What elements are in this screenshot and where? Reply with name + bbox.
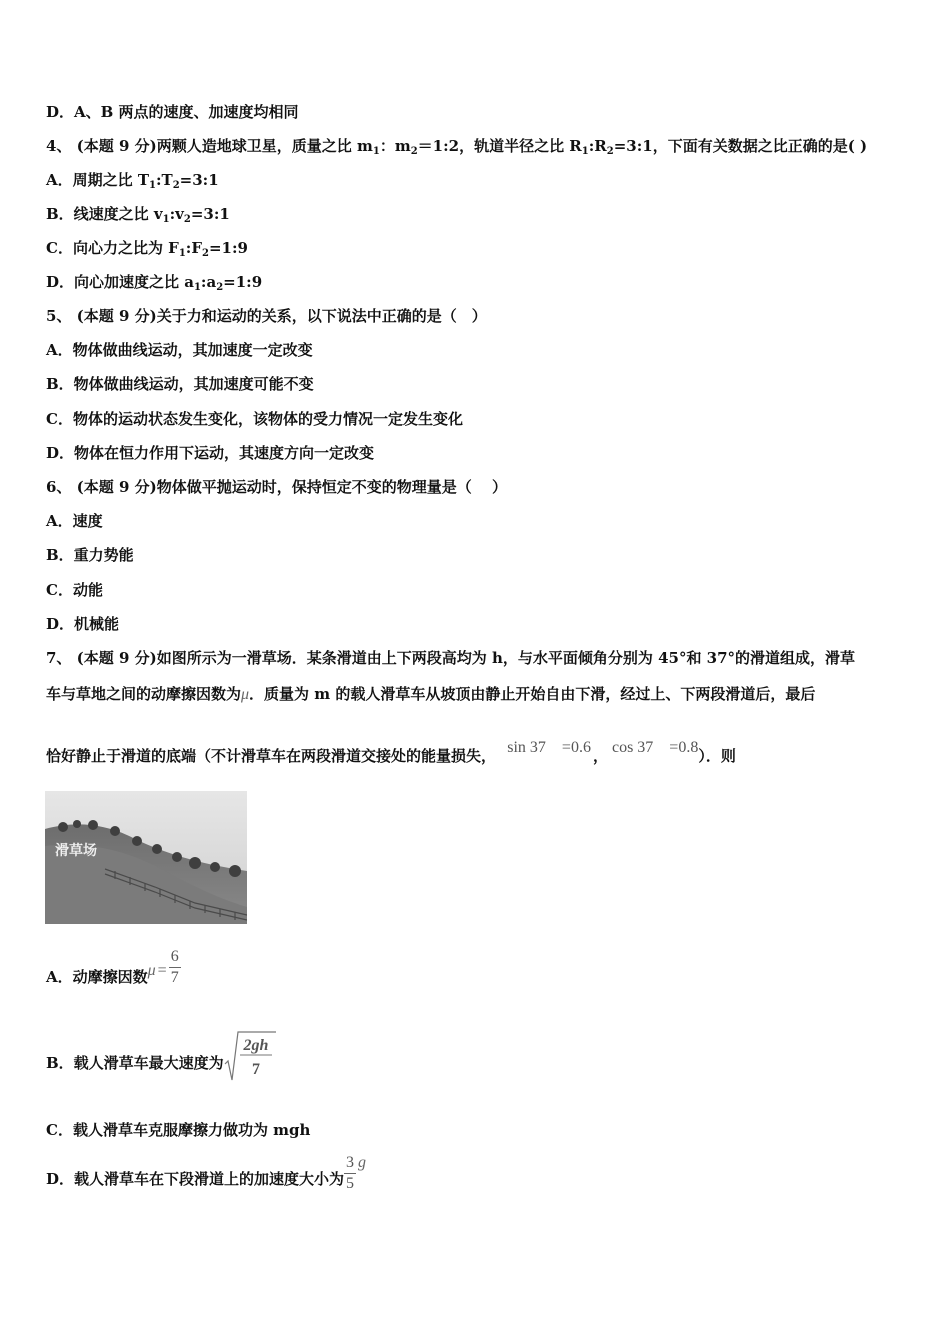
q4-stem-part: :R bbox=[588, 137, 607, 155]
q6-option-d: D．机械能 bbox=[46, 615, 120, 633]
subscript: 2 bbox=[183, 214, 191, 225]
q6-option-b: B．重力势能 bbox=[46, 546, 134, 564]
option-text: A．周期之比 T bbox=[46, 171, 150, 189]
numerator: 3 bbox=[344, 1153, 356, 1174]
option-text: A．动摩擦因数 bbox=[46, 968, 148, 986]
stem-text: 车与草地之间的动摩擦因数为 bbox=[46, 685, 242, 703]
q7-option-c: C．载人滑草车克服摩擦力做功为 mgh bbox=[46, 1121, 311, 1139]
option-text: =3:1 bbox=[179, 171, 219, 189]
q4-option-d bbox=[46, 272, 262, 292]
sin-value: sin 37 =0.6 bbox=[507, 739, 591, 756]
q7-stem-line3 bbox=[46, 739, 736, 767]
q6-stem: 6、 (本题 9 分)物体做平抛运动时，保持恒定不变的物理量是（ ） bbox=[46, 478, 507, 496]
cos-value: cos 37 =0.8 bbox=[611, 739, 699, 756]
subscript: 2 bbox=[606, 146, 614, 157]
sqrt-symbol-icon bbox=[224, 1030, 276, 1082]
q7-option-b bbox=[46, 1036, 276, 1090]
subscript: 1 bbox=[581, 146, 589, 157]
g-symbol: g bbox=[358, 1154, 367, 1171]
option-text: :v bbox=[169, 205, 184, 223]
numerator: 6 bbox=[169, 947, 181, 968]
q7-option-a bbox=[46, 947, 181, 1001]
subscript: 1 bbox=[149, 180, 156, 191]
subscript: 2 bbox=[410, 146, 418, 157]
option-text: :T bbox=[156, 171, 173, 189]
q7-stem-line1: 7、 (本题 9 分)如图所示为一滑草场．某条滑道由上下两段高均为 h，与水平面倾角分别为 45°和 37°的滑道组成，滑草 bbox=[46, 649, 856, 667]
q4-option-c bbox=[46, 238, 248, 258]
q4-option-b bbox=[46, 204, 230, 224]
q4-stem-part: ＝1:2，轨道半径之比 R bbox=[417, 137, 582, 155]
stem-text: ， bbox=[592, 747, 608, 765]
option-text: =1:9 bbox=[208, 239, 248, 257]
option-text: C．向心力之比为 F bbox=[46, 239, 179, 257]
q5-option-a: A．物体做曲线运动，其加速度一定改变 bbox=[46, 341, 313, 359]
q7-stem-line2 bbox=[46, 684, 815, 705]
grass-skiing-photo bbox=[45, 791, 247, 924]
sqrt-expression bbox=[224, 1029, 276, 1082]
subscript: 2 bbox=[201, 248, 209, 259]
q6-option-c: C．动能 bbox=[46, 581, 103, 599]
q4-stem-part: ：m bbox=[379, 137, 411, 155]
q5-option-c: C．物体的运动状态发生变化，该物体的受力情况一定发生变化 bbox=[46, 410, 463, 428]
subscript: 2 bbox=[172, 180, 180, 191]
stem-text: ）．则 bbox=[698, 747, 736, 765]
numerator: 2gh bbox=[243, 1036, 269, 1054]
q4-stem-part: 4、 (本题 9 分)两颗人造地球卫星，质量之比 m bbox=[46, 137, 373, 155]
equals-sign: = bbox=[157, 962, 167, 979]
option-text: D．向心加速度之比 a bbox=[46, 273, 194, 291]
grass-skiing-photo-graphic bbox=[45, 791, 247, 924]
q4-stem bbox=[46, 136, 867, 156]
q5-option-d: D．物体在恒力作用下运动，其速度方向一定改变 bbox=[46, 444, 375, 462]
option-text: D．载人滑草车在下段滑道上的加速度大小为 bbox=[46, 1170, 345, 1188]
option-text: =1:9 bbox=[223, 273, 263, 291]
option-text: B．线速度之比 v bbox=[46, 205, 163, 223]
subscript: 2 bbox=[216, 282, 224, 293]
q5-stem: 5、 (本题 9 分)关于力和运动的关系，以下说法中正确的是（ ） bbox=[46, 307, 487, 325]
stem-text: 恰好静止于滑道的底端（不计滑草车在两段滑道交接处的能量损失， bbox=[46, 747, 497, 765]
stem-text: ．质量为 m 的载人滑草车从坡顶由静止开始自由下滑，经过上、下两段滑道后，最后 bbox=[249, 685, 816, 703]
q3-option-d: D．A、B 两点的速度、加速度均相同 bbox=[46, 103, 299, 121]
subscript: 1 bbox=[162, 214, 170, 225]
subscript: 1 bbox=[178, 248, 186, 259]
subscript: 1 bbox=[193, 282, 201, 293]
denominator: 7 bbox=[170, 968, 179, 986]
subscript: 1 bbox=[372, 146, 380, 157]
option-text: B．载人滑草车最大速度为 bbox=[46, 1054, 224, 1072]
q6-option-a: A．速度 bbox=[46, 512, 103, 530]
denominator: 7 bbox=[251, 1060, 260, 1078]
q7-option-d bbox=[46, 1152, 366, 1205]
mu-symbol: μ bbox=[147, 962, 156, 979]
option-text: :a bbox=[200, 273, 217, 291]
option-text: =3:1 bbox=[190, 205, 230, 223]
mu-symbol: μ bbox=[241, 686, 250, 703]
photo-sign-text: 滑草场 bbox=[55, 843, 97, 859]
denominator: 5 bbox=[346, 1174, 355, 1192]
q4-stem-part: =3:1，下面有关数据之比正确的是( ) bbox=[613, 137, 868, 155]
option-text: :F bbox=[185, 239, 202, 257]
fraction bbox=[344, 1153, 356, 1194]
fraction bbox=[169, 947, 181, 988]
q4-option-a bbox=[46, 170, 219, 190]
q5-option-b: B．物体做曲线运动，其加速度可能不变 bbox=[46, 375, 314, 393]
